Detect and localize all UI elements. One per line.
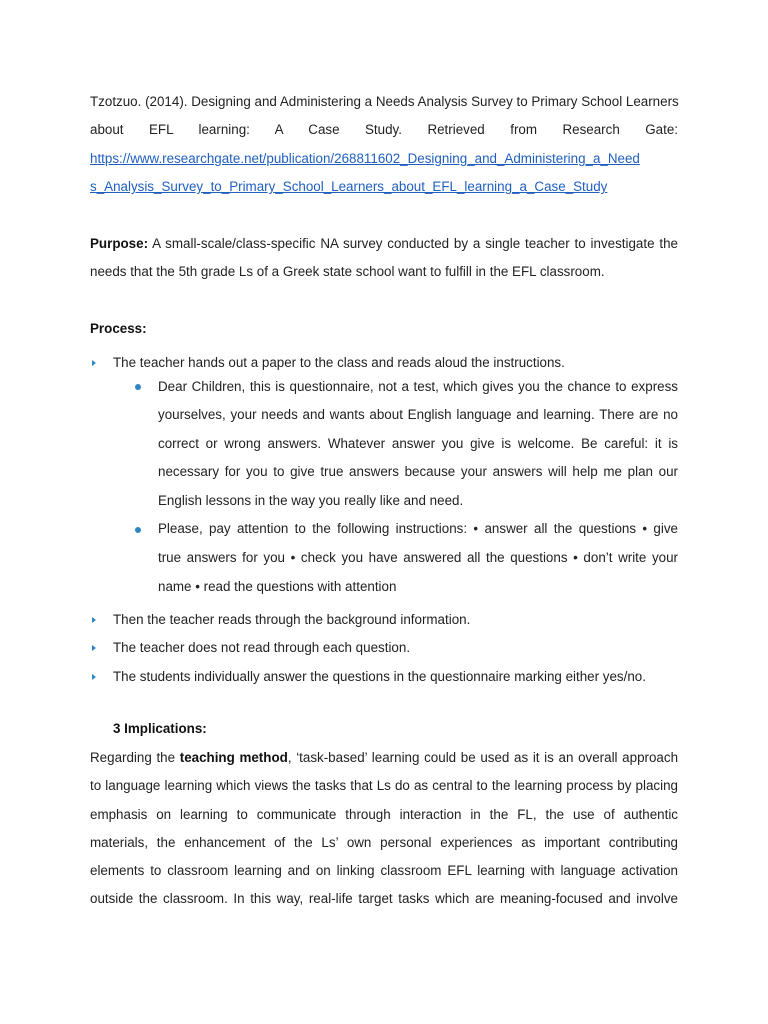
citation-line-1: Tzotzuo. (2014). Designing and Administering a Needs Analysis Survey to Primary School Learners	[90, 94, 679, 109]
citation-link[interactable]: https://www.researchgate.net/publication/268811602_Designing_and_Administering_a_Need	[90, 151, 640, 166]
implications-line-3: emphasis on learning to communicate through interaction in the FL, the use of authentic	[90, 807, 678, 822]
implications-heading-text: 3 Implications:	[113, 721, 207, 736]
sub-item-1-line-5: English lessons in the way you really like and need.	[158, 493, 464, 508]
implications-line-5: elements to classroom learning and on linking classroom EFL learning with language activation	[90, 863, 678, 878]
implications-line-6: outside the classroom. In this way, real-life target tasks which are meaning-focused and involve	[90, 891, 678, 906]
process-heading	[90, 321, 147, 336]
sub-item-1-line-4: necessary for you to give true answers because your answers will help me plan our	[158, 464, 678, 479]
sub-item-1-line-2: yourselves, your needs and wants about English language and learning. There are no	[158, 407, 678, 422]
implications-text-start: Regarding the	[90, 750, 180, 765]
purpose-text: A small-scale/class-specific NA survey conducted by a single teacher to investigate the	[148, 236, 678, 251]
arrow-bullet-icon	[92, 360, 96, 366]
purpose-line-2: needs that the 5th grade Ls of a Greek state school want to fulfill in the EFL classroom.	[90, 264, 605, 279]
dot-bullet-icon	[135, 527, 141, 533]
citation-url-line-2[interactable]	[90, 179, 607, 194]
arrow-bullet-icon	[92, 617, 96, 623]
process-item-4: The students individually answer the questions in the questionnaire marking either yes/no.	[113, 669, 646, 684]
sub-item-1-line-1: Dear Children, this is questionnaire, not a test, which gives you the chance to express	[158, 379, 678, 394]
process-item-2: Then the teacher reads through the background information.	[113, 612, 471, 627]
citation-link-continued[interactable]: s_Analysis_Survey_to_Primary_School_Learners_about_EFL_learning_a_Case_Study	[90, 179, 608, 194]
citation-line-2: about EFL learning: A Case Study. Retrieved from Research Gate:	[90, 122, 678, 137]
arrow-bullet-icon	[92, 674, 96, 680]
sub-item-2-line-3: name • read the questions with attention	[158, 579, 397, 594]
implications-text-rest: , ‘task-based’ learning could be used as it is an overall approach	[287, 750, 679, 765]
arrow-bullet-icon	[92, 645, 96, 651]
implications-heading	[113, 721, 207, 736]
implications-line-2: to language learning which views the tasks that Ls do as central to the learning process by placing	[90, 778, 678, 793]
process-item-3: The teacher does not read through each question.	[113, 640, 411, 655]
implications-bold-term: teaching method	[179, 750, 288, 765]
sub-item-2-line-1: Please, pay attention to the following instructions: • answer all the questions • give	[158, 521, 678, 536]
sub-item-1-line-3: correct or wrong answers. Whatever answer you give is welcome. Be careful: it is	[158, 436, 678, 451]
implications-line-1	[90, 750, 678, 765]
process-heading-text: Process:	[90, 321, 147, 336]
purpose-label: Purpose:	[90, 236, 149, 251]
process-item-1: The teacher hands out a paper to the class and reads aloud the instructions.	[113, 355, 565, 370]
sub-item-2-line-2: true answers for you • check you have answered all the questions • don’t write your	[158, 550, 678, 565]
dot-bullet-icon	[135, 384, 141, 390]
purpose-line-1	[90, 236, 678, 251]
citation-url-line-1[interactable]	[90, 151, 640, 166]
implications-line-4: materials, the enhancement of the Ls’ own personal experiences as important contributing	[90, 835, 678, 850]
